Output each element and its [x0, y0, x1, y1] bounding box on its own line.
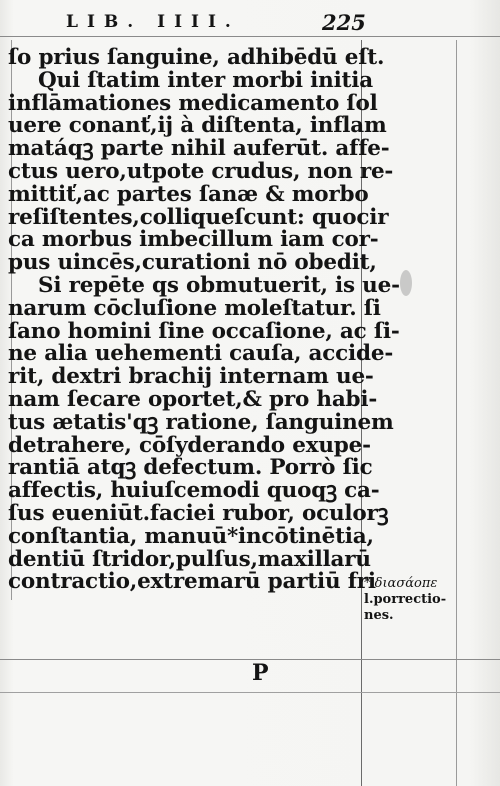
- text-line: conſtantia, manuū*incōtinētia,: [8, 523, 374, 549]
- text-line: ſo prius ſanguine, adhibēdū eſt.: [8, 45, 385, 70]
- page-header: [0, 10, 380, 36]
- text-line: rantiā atqꝫ defectum. Porrò ſic: [8, 455, 373, 481]
- page-number: 225: [322, 10, 366, 35]
- text-line: ſus eueniūt.faciei rubor, oculorꝫ: [8, 500, 389, 526]
- text-line: ſano homini ſine occaſione, ac ſi-: [8, 318, 400, 344]
- footer-rule: [0, 659, 500, 660]
- text-line: rit, dextri brachij internam ue-: [8, 364, 374, 390]
- text-line: dentiū ſtridor,pulſus,maxillarū: [8, 546, 371, 572]
- running-head: LIB. IIII.: [66, 12, 240, 32]
- marginal-note-line: l.porrectio-: [364, 592, 447, 607]
- text-line: ne alia uehementi cauſa, accide-: [8, 341, 394, 367]
- marginal-note-line: * διασάοπε: [364, 576, 438, 591]
- text-line: narum cōcluſione moleſtatur. ſi: [8, 295, 381, 321]
- main-text: [8, 45, 400, 595]
- text-line: Qui ſtatim inter morbi initia: [38, 67, 373, 93]
- text-line: uere conanť,ij à diſtenta, inflam: [8, 113, 387, 139]
- text-line: detrahere, cōſyderando exupe-: [8, 432, 371, 458]
- text-line: pus uincēs,curationi nō obedit,: [8, 250, 377, 276]
- text-line: contractio,extremarū partiū fri: [8, 569, 376, 595]
- text-line: tus ætatis'qꝫ ratione, ſanguinem: [8, 409, 394, 435]
- margin-rule: [456, 40, 457, 786]
- text-line: inflāmationes medicamento ſol: [8, 90, 378, 116]
- marginal-note: [364, 576, 460, 624]
- text-line: reſiſtentes,colliqueſcunt: quocir: [8, 204, 389, 230]
- text-line: nam ſecare oportet,& pro habi-: [8, 386, 378, 412]
- header-rule: [0, 36, 500, 37]
- text-line: ca morbus imbecillum iam cor-: [8, 227, 379, 253]
- text-line: ctus uero,utpote crudus, non re-: [8, 158, 394, 184]
- lower-rule: [0, 692, 500, 693]
- ink-blot: [400, 270, 412, 296]
- text-line: matáqꝫ parte nihil auferūt. affe-: [8, 136, 390, 162]
- text-line: mittiť,ac partes ſanæ & morbo: [8, 181, 369, 207]
- signature-mark: P: [252, 660, 269, 686]
- text-line: Si repēte qs obmutuerit, is ue-: [38, 272, 400, 298]
- text-line: affectis, huiuſcemodi quoqꝫ ca-: [8, 478, 380, 504]
- marginal-note-line: nes.: [364, 608, 394, 623]
